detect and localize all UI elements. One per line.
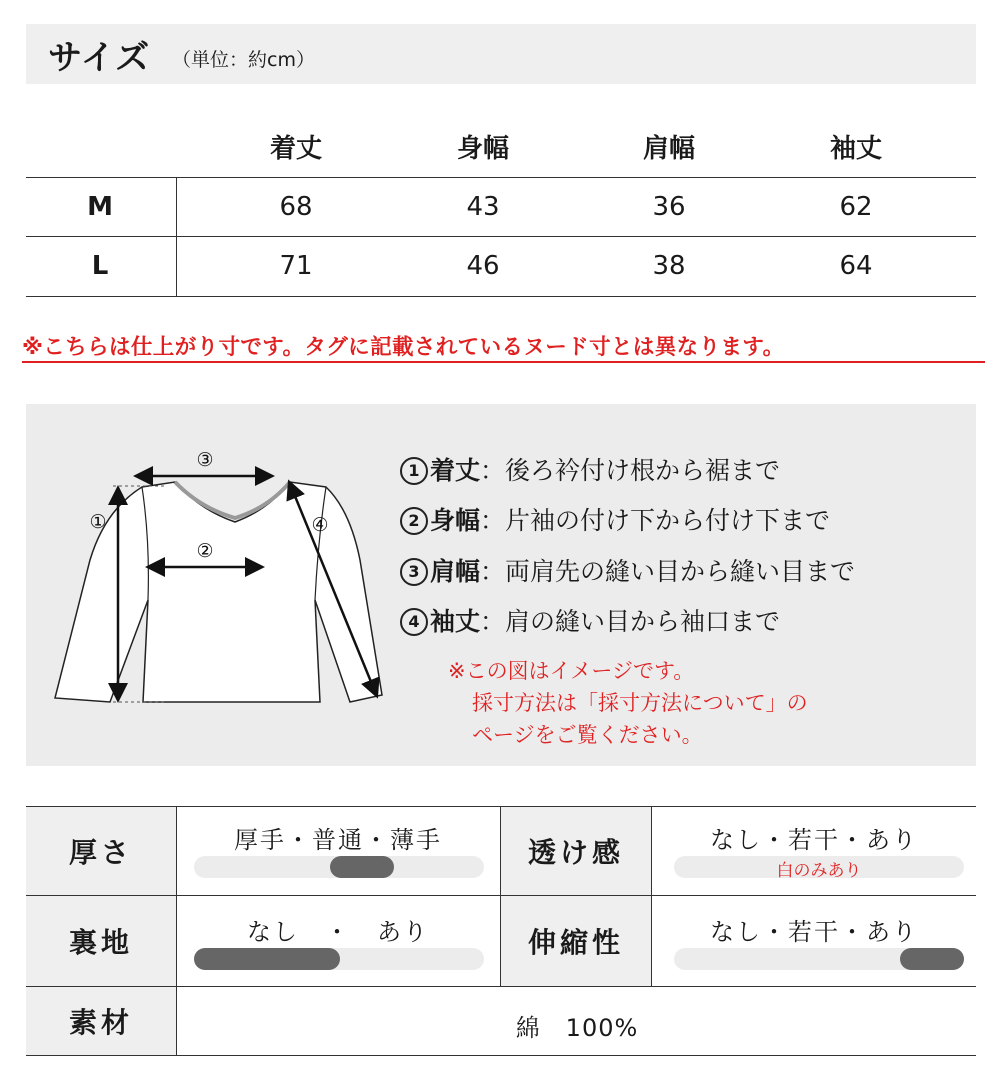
table-divider <box>26 177 976 178</box>
definition-term: 着丈 <box>430 456 481 485</box>
table-cell: 68 <box>279 192 313 222</box>
marker-width: ② <box>196 540 214 562</box>
label-lining: 裏地 <box>26 896 176 986</box>
table-divider <box>26 1055 976 1056</box>
table-divider <box>26 296 976 297</box>
definition-term: 肩幅 <box>430 557 481 586</box>
material-value: 綿 100% <box>515 1014 639 1042</box>
table-cell: 71 <box>279 251 313 281</box>
table-cell: 38 <box>652 251 686 281</box>
table-divider <box>176 177 177 296</box>
image-note: ※この図はイメージです。 <box>448 659 695 683</box>
shirt-diagram-icon <box>50 440 400 720</box>
stretch-options: なし・若干・あり <box>710 918 918 946</box>
thickness-options: 厚手・普通・薄手 <box>234 826 442 854</box>
transparency-options: なし・若干・あり <box>710 826 918 854</box>
definition-desc: ：肩の縫い目から袖口まで <box>480 607 781 636</box>
label-transparency: 透け感 <box>501 807 651 895</box>
definition-term: 身幅 <box>430 506 481 535</box>
definition-desc: ：両肩先の縫い目から縫い目まで <box>480 557 856 586</box>
marker-sleeve: ④ <box>311 514 329 536</box>
unit-label: （単位：約cm） <box>172 49 315 71</box>
definition-desc: ：片袖の付け下から付け下まで <box>480 506 831 535</box>
col-header-length: 着丈 <box>269 134 322 164</box>
marker-length: ① <box>89 511 107 533</box>
label-stretch: 伸縮性 <box>501 896 651 986</box>
finished-size-notice: ※こちらは仕上がり寸です。タグに記載されているヌード寸とは異なります。 <box>22 335 785 360</box>
definition-sleeve <box>400 602 780 638</box>
row-label-m: M <box>87 192 113 222</box>
row-label-l: L <box>91 251 109 281</box>
page-title: サイズ <box>48 38 151 78</box>
stretch-indicator <box>900 948 964 970</box>
table-cell: 43 <box>466 192 500 222</box>
notice-underline <box>22 361 985 363</box>
number-badge: 4 <box>400 608 428 636</box>
definition-shoulder <box>400 552 855 588</box>
table-divider <box>651 806 652 986</box>
table-divider <box>176 806 177 1055</box>
header-bar <box>26 24 976 84</box>
label-thickness: 厚さ <box>26 807 176 895</box>
marker-shoulder: ③ <box>196 449 214 471</box>
lining-options: なし ・ あり <box>247 918 429 946</box>
lining-indicator <box>194 948 340 970</box>
table-cell: 62 <box>839 192 873 222</box>
col-header-shoulder: 肩幅 <box>642 134 695 164</box>
table-divider <box>26 236 976 237</box>
label-material: 素材 <box>26 987 176 1055</box>
table-cell: 64 <box>839 251 873 281</box>
number-badge: 2 <box>400 507 428 535</box>
col-header-sleeve: 袖丈 <box>829 134 882 164</box>
definition-desc: ：後ろ衿付け根から裾まで <box>480 456 781 485</box>
measure-method-note: 採寸方法は「採寸方法について」の <box>472 691 808 715</box>
number-badge: 3 <box>400 558 428 586</box>
table-cell: 46 <box>466 251 500 281</box>
col-header-width: 身幅 <box>456 134 509 164</box>
see-page-note: ページをご覧ください。 <box>472 723 703 747</box>
transparency-sub-note: 白のみあり <box>776 861 862 881</box>
table-cell: 36 <box>652 192 686 222</box>
definition-width <box>400 501 830 537</box>
number-badge: 1 <box>400 457 428 485</box>
definition-term: 袖丈 <box>430 607 481 636</box>
thickness-indicator <box>330 856 394 878</box>
definition-length <box>400 451 780 487</box>
